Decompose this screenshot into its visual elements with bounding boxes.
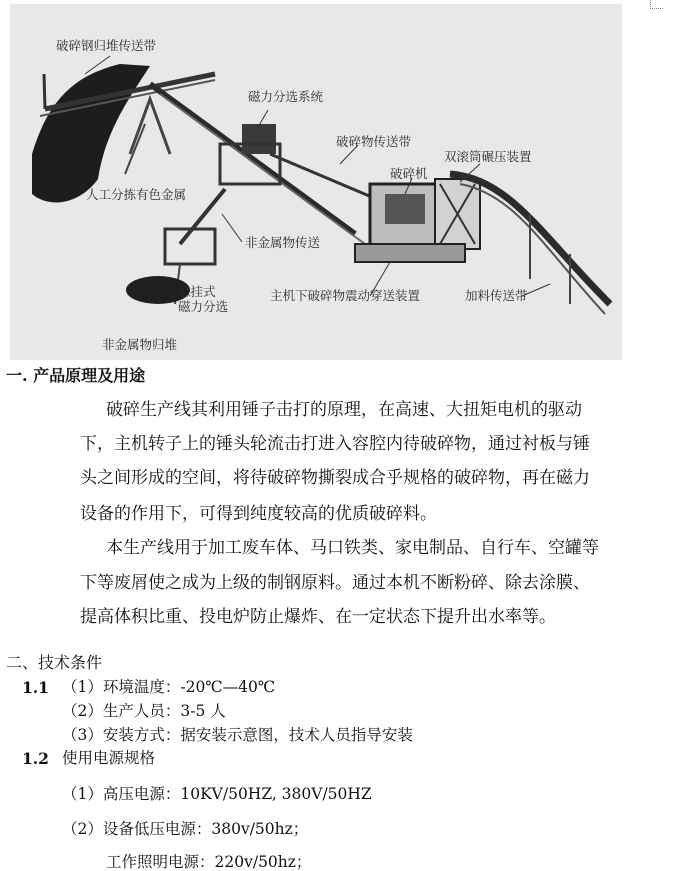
para1-line2: 下，主机转子上的锤头轮流击打进入容腔内待破碎物，通过衬板与锤	[80, 434, 590, 454]
power-low-voltage: （2）设备低压电源：380v/50hz；	[62, 820, 309, 838]
condition-personnel: （2）生产人员：3-5 人	[62, 702, 226, 720]
section-1-2-title: 使用电源规格	[62, 749, 156, 767]
label-crusher: 破碎机	[390, 166, 428, 181]
label-roller-press: 双滚筒碾压装置	[444, 149, 532, 164]
section-1-1-number: 1.1	[22, 678, 49, 697]
label-suspended-line2: 磁力分选	[178, 299, 229, 314]
label-vibrating-feeder: 主机下破碎物震动穿送装置	[270, 288, 421, 303]
para1-line3: 头之间形成的空间，将待破碎物撕裂成合乎规格的破碎物，再在磁力	[80, 468, 590, 488]
para1-line1: 破碎生产线其利用锤子击打的原理，在高速、大扭矩电机的驱动	[106, 400, 582, 420]
para2-line3: 提高体积比重、投电炉防止爆炸、在一定状态下提升出水率等。	[80, 607, 556, 627]
section1-heading: 一. 产品原理及用途	[6, 366, 146, 385]
label-manual-sort: 人工分拣有色金属	[86, 187, 187, 202]
label-nonmetal-pile: 非金属物归堆	[102, 337, 178, 352]
label-feed-conveyor: 加料传送带	[465, 288, 528, 303]
para1-line4: 设备的作用下，可得到纯度较高的优质破碎料。	[80, 504, 437, 524]
condition-installation: （3）安装方式：据安装示意图，技术人员指导安装	[62, 726, 413, 744]
label-magnetic-system: 磁力分选系统	[248, 89, 324, 104]
page-corner-mark	[650, 0, 663, 9]
label-nonmetal-conveyor: 非金属物传送	[245, 235, 321, 250]
condition-temperature: （1）环境温度：-20℃—40℃	[62, 678, 276, 696]
para2-line1: 本生产线用于加工废车体、马口铁类、家电制品、自行车、空罐等	[106, 538, 599, 558]
section-1-2-number: 1.2	[22, 749, 49, 768]
power-lighting: 工作照明电源：220v/50hz；	[106, 853, 312, 871]
production-line-drawing	[10, 4, 622, 360]
label-suspended-line1: 悬挂式	[178, 284, 216, 299]
section2-heading: 二、技术条件	[6, 653, 103, 672]
power-high-voltage: （1）高压电源：10KV/50HZ, 380V/50HZ	[62, 785, 372, 803]
label-crushed-conveyor: 破碎物传送带	[336, 134, 412, 149]
production-line-figure	[10, 4, 622, 360]
para2-line2: 下等废屑使之成为上级的制钢原料。通过本机不断粉碎、除去涂膜、	[80, 573, 590, 593]
label-steel-conveyor: 破碎钢归堆传送带	[56, 38, 157, 53]
